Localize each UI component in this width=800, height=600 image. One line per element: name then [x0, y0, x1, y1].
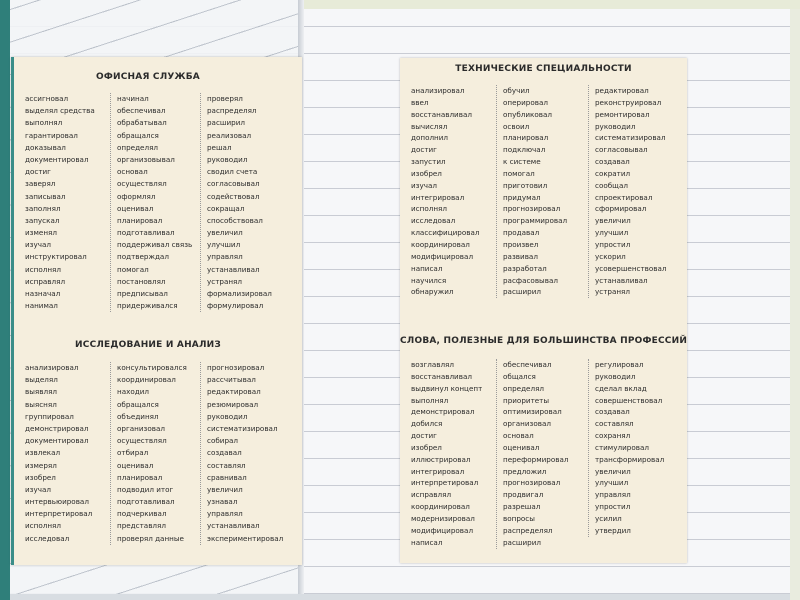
word-item: устранял [595, 287, 630, 297]
word-item: систематизировал [207, 423, 278, 433]
word-item: представлял [117, 521, 166, 531]
word-item: улучшил [207, 240, 241, 250]
word-item: к системе [503, 157, 541, 167]
word-item: интерпретировал [25, 509, 93, 519]
word-item: прогнозировал [207, 363, 265, 372]
word-item: координировал [117, 375, 176, 385]
word-item: проверял данные [117, 533, 184, 543]
research-column-1 [25, 362, 92, 545]
word-item: прогнозировал [503, 204, 561, 214]
word-item: сформировал [595, 204, 647, 214]
word-item: приоритеты [503, 395, 550, 405]
word-item: планировал [117, 472, 163, 482]
office-column-1 [25, 93, 95, 312]
office-column-2 [110, 93, 192, 312]
word-item: исполнял [411, 204, 447, 214]
word-item: изобрел [411, 442, 442, 452]
word-item: спроектировал [595, 192, 653, 202]
word-item: расфасовывал [503, 275, 558, 285]
word-item: совершенствовал [595, 395, 663, 405]
word-item: группировал [25, 411, 74, 421]
word-item: обрабатывал [117, 118, 167, 128]
word-item: придумал [503, 192, 541, 202]
word-item: распределял [207, 106, 257, 116]
word-item: выявлял [25, 387, 57, 397]
word-item: составлял [207, 460, 246, 470]
word-item: дополнил [411, 133, 449, 143]
word-item: изучал [25, 240, 51, 250]
word-item: реализовал [207, 130, 252, 140]
word-item: выяснял [25, 399, 57, 409]
word-item: усовершенствовал [595, 263, 667, 273]
word-item: демонстрировал [25, 423, 89, 433]
word-item: планировал [503, 133, 549, 143]
research-column-3 [200, 362, 283, 545]
word-item: исправлял [25, 276, 66, 286]
word-item: произвел [503, 239, 539, 249]
word-item: продавал [503, 228, 540, 238]
word-item: ассигновал [25, 94, 69, 103]
word-item: оптимизировал [503, 407, 562, 417]
word-item: увеличил [207, 228, 243, 238]
word-item: создавал [207, 448, 242, 458]
word-item: возглавлял [411, 360, 454, 369]
word-item: организовывал [117, 154, 175, 164]
word-item: выдвинул концепт [411, 383, 483, 393]
word-item: переформировал [503, 454, 569, 464]
word-item: исследовал [25, 533, 70, 543]
word-item: сообщал [595, 180, 628, 190]
word-item: определял [503, 383, 544, 393]
word-item: начинал [117, 94, 149, 103]
word-item: общался [503, 371, 536, 381]
word-item: объединял [117, 411, 159, 421]
word-item: доказывал [25, 142, 66, 152]
word-item: координировал [411, 502, 470, 512]
word-item: устанавливал [207, 264, 260, 274]
word-item: отбирал [117, 448, 149, 458]
word-item: устанавливал [207, 521, 260, 531]
word-item: ввел [411, 97, 429, 107]
word-item: предложил [503, 466, 547, 476]
word-item: заполнял [25, 203, 61, 213]
word-item: опубликовал [503, 109, 553, 119]
word-item: модифицировал [411, 251, 474, 261]
word-item: модернизировал [411, 513, 475, 523]
technical-column-1 [411, 85, 480, 298]
word-item: руководил [207, 154, 248, 164]
word-item: оперировал [503, 97, 548, 107]
word-item: интервьюировал [25, 497, 89, 507]
word-item: вычислял [411, 121, 448, 131]
word-item: устранял [207, 276, 242, 286]
word-item: выделял [25, 375, 58, 385]
word-item: изучал [411, 180, 437, 190]
word-item: исполнял [25, 264, 61, 274]
word-item: узнавал [207, 497, 238, 507]
word-item: оформлял [117, 191, 156, 201]
word-item: запустил [411, 157, 446, 167]
word-item: подготавливал [117, 228, 175, 238]
word-item: запускал [25, 215, 60, 225]
word-item: сокращал [207, 203, 245, 213]
word-item: собирал [207, 436, 239, 446]
word-item: обеспечивал [117, 106, 166, 116]
word-item: сократил [595, 168, 631, 178]
word-item: интерпретировал [411, 478, 479, 488]
word-item: усилил [595, 513, 622, 523]
word-item: решал [207, 142, 232, 152]
word-item: улучшил [595, 228, 629, 238]
word-item: добился [411, 419, 443, 429]
word-item: исправлял [411, 490, 452, 500]
word-item: изучал [25, 484, 51, 494]
word-item: достиг [411, 431, 437, 441]
word-item: анализировал [411, 86, 465, 95]
word-item: согласовывал [595, 145, 648, 155]
word-item: предписывал [117, 289, 168, 298]
word-item: назначал [25, 289, 61, 298]
word-item: консультировался [117, 363, 187, 372]
word-item: находил [117, 387, 149, 397]
word-item: выделял средства [25, 106, 95, 116]
word-item: экспериментировал [207, 533, 284, 543]
word-item: написал [411, 537, 443, 547]
office-column-3 [200, 93, 272, 312]
word-item: управлял [595, 490, 631, 500]
word-item: развивал [503, 251, 538, 261]
word-item: рассчитывал [207, 375, 256, 385]
word-item: оценивал [117, 460, 154, 470]
word-item: управлял [207, 252, 243, 262]
word-item: вопросы [503, 513, 535, 523]
word-item: записывал [25, 191, 66, 201]
common-column-2 [496, 359, 569, 549]
word-item: поддерживал связь [117, 240, 193, 250]
word-item: приготовил [503, 180, 548, 190]
word-item: иллюстрировал [411, 454, 471, 464]
word-item: подключал [503, 145, 546, 155]
word-item: изобрел [25, 472, 56, 482]
word-item: руководил [595, 121, 636, 131]
word-item: разработал [503, 263, 547, 273]
word-item: инструктировал [25, 252, 87, 262]
word-item: ускорил [595, 251, 626, 261]
word-item: придерживался [117, 301, 178, 311]
word-item: достиг [25, 167, 51, 177]
word-item: трансформировал [595, 454, 665, 464]
technical-column-3 [588, 85, 667, 298]
word-item: интегрировал [411, 192, 465, 202]
word-item: гарантировал [25, 130, 78, 140]
common-column-3 [588, 359, 664, 537]
word-item: формулировал [207, 301, 264, 311]
word-item: сохранял [595, 431, 631, 441]
word-item: подчеркивал [117, 509, 167, 519]
word-item: сделал вклад [595, 383, 647, 393]
word-item: составлял [595, 419, 634, 429]
word-item: изменял [25, 228, 57, 238]
word-item: научился [411, 275, 447, 285]
word-item: обращался [117, 130, 159, 140]
word-item: устанавливал [595, 275, 648, 285]
word-item: обращался [117, 399, 159, 409]
word-item: демонстрировал [411, 407, 475, 417]
word-item: оценивал [503, 442, 540, 452]
word-item: модифицировал [411, 525, 474, 535]
word-item: обеспечивал [503, 360, 552, 369]
top-edge-band [304, 0, 800, 9]
right-word-page [400, 58, 687, 563]
section-title-technical: ТЕХНИЧЕСКИЕ СПЕЦИАЛЬНОСТИ [455, 64, 632, 74]
word-item: классифицировал [411, 228, 480, 238]
word-item: прогнозировал [503, 478, 561, 488]
word-item: нанимал [25, 301, 58, 311]
word-item: восстанавливал [411, 109, 472, 119]
word-item: редактировал [595, 86, 649, 95]
word-item: определял [117, 142, 158, 152]
word-item: осуществлял [117, 179, 167, 189]
word-item: заверял [25, 179, 56, 189]
word-item: изобрел [411, 168, 442, 178]
word-item: создавал [595, 157, 630, 167]
word-item: управлял [207, 509, 243, 519]
word-item: интегрировал [411, 466, 465, 476]
common-column-1 [411, 359, 482, 549]
word-item: подготавливал [117, 497, 175, 507]
word-item: формализировал [207, 289, 272, 298]
word-item: разрешал [503, 502, 541, 512]
word-item: исполнял [25, 521, 61, 531]
word-item: помогал [503, 168, 535, 178]
word-item: постановлял [117, 276, 166, 286]
left-edge-band [0, 0, 10, 600]
word-item: руководил [207, 411, 248, 421]
word-item: исследовал [411, 216, 456, 226]
section-title-common: СЛОВА, ПОЛЕЗНЫЕ ДЛЯ БОЛЬШИНСТВА ПРОФЕССИЙ [400, 336, 688, 346]
word-item: ремонтировал [595, 109, 650, 119]
word-item: руководил [595, 371, 636, 381]
word-item: обнаружил [411, 287, 454, 297]
word-item: упростил [595, 239, 631, 249]
left-word-page [11, 57, 302, 565]
word-item: распределял [503, 525, 553, 535]
word-item: регулировал [595, 360, 644, 369]
word-item: сравнивал [207, 472, 247, 482]
technical-column-2 [496, 85, 567, 298]
word-item: освоил [503, 121, 530, 131]
word-item: расширил [207, 118, 245, 128]
word-item: организовал [117, 423, 165, 433]
word-item: увеличил [595, 216, 631, 226]
research-column-2 [110, 362, 187, 545]
word-item: планировал [117, 215, 163, 225]
word-item: продвигал [503, 490, 544, 500]
word-item: увеличил [207, 484, 243, 494]
word-item: программировал [503, 216, 568, 226]
bottom-edge-band [10, 594, 790, 600]
word-item: достиг [411, 145, 437, 155]
word-item: увеличил [595, 466, 631, 476]
word-item: создавал [595, 407, 630, 417]
word-item: восстанавливал [411, 371, 472, 381]
word-item: оценивал [117, 203, 154, 213]
word-item: основал [117, 167, 148, 177]
word-item: редактировал [207, 387, 261, 397]
word-item: систематизировал [595, 133, 666, 143]
word-item: резюмировал [207, 399, 259, 409]
word-item: выполнял [25, 118, 63, 128]
word-item: извлекал [25, 448, 61, 458]
word-item: упростил [595, 502, 631, 512]
right-edge-band [790, 0, 800, 600]
word-item: документировал [25, 436, 89, 446]
word-item: подтверждал [117, 252, 169, 262]
word-item: осуществлял [117, 436, 167, 446]
word-item: стимулировал [595, 442, 649, 452]
word-item: проверял [207, 94, 243, 103]
word-item: документировал [25, 154, 89, 164]
word-item: утвердил [595, 525, 631, 535]
word-item: обучил [503, 86, 530, 95]
word-item: выполнял [411, 395, 449, 405]
section-title-office: ОФИСНАЯ СЛУЖБА [96, 72, 200, 82]
word-item: измерял [25, 460, 57, 470]
word-item: написал [411, 263, 443, 273]
word-item: анализировал [25, 363, 79, 372]
word-item: реконструировал [595, 97, 662, 107]
word-item: помогал [117, 264, 149, 274]
section-title-research: ИССЛЕДОВАНИЕ И АНАЛИЗ [75, 340, 221, 350]
word-item: основал [503, 431, 534, 441]
word-item: подводил итог [117, 484, 174, 494]
word-item: содействовал [207, 191, 260, 201]
word-item: координировал [411, 239, 470, 249]
word-item: организовал [503, 419, 551, 429]
word-item: расширил [503, 287, 541, 297]
word-item: сводил счета [207, 167, 258, 177]
word-item: расширил [503, 537, 541, 547]
word-item: улучшил [595, 478, 629, 488]
word-item: согласовывал [207, 179, 260, 189]
word-item: способствовал [207, 215, 263, 225]
